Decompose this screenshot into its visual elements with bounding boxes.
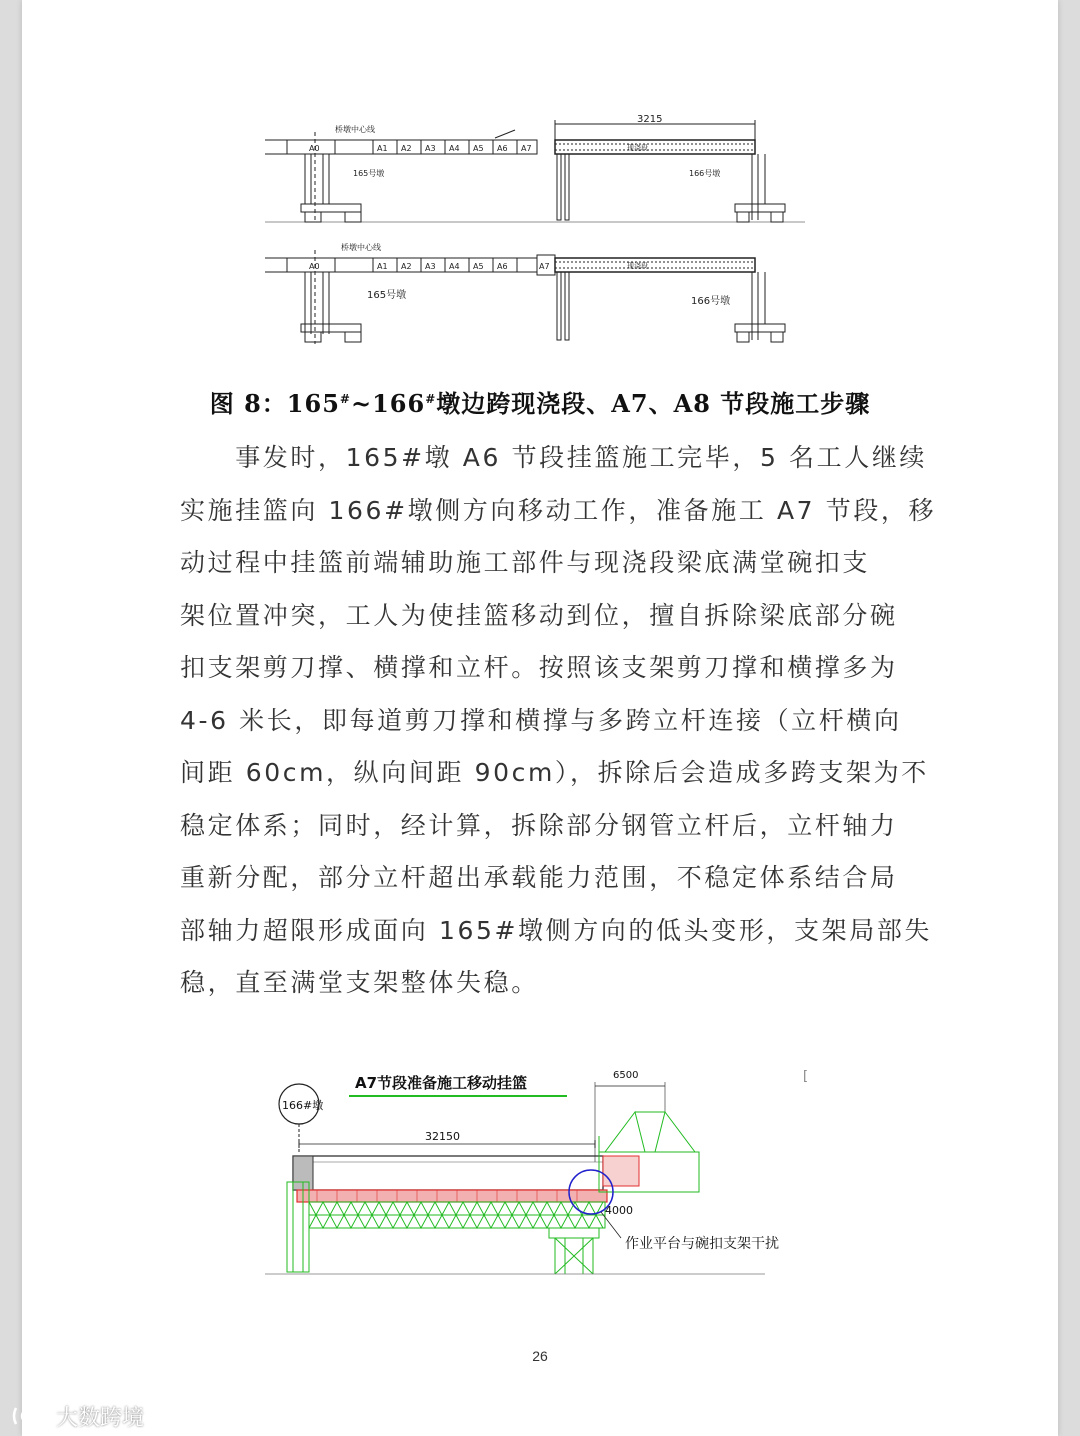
formwork-strip [297,1190,607,1202]
body-line: 动过程中挂篮前端辅助施工部件与现浇段梁底满堂碗扣支 [180,548,871,577]
caption-suffix: 墩边跨现浇段、A7、A8 节段施工步骤 [436,389,871,418]
body-line: 部轴力超限形成面向 165#墩侧方向的低头变形，支架局部失 [180,915,933,945]
dimension-32150: 32150 [425,1130,460,1143]
body-line: 实施挂篮向 166#墩侧方向移动工作，准备施工 A7 节段，移 [180,495,937,525]
interference-annotation: 作业平台与碗扣支架干扰 [625,1236,779,1252]
body-line: 稳定体系；同时，经计算，拆除部分钢管立杆后，立杆轴力 [180,810,898,840]
bottom-seg-a0: A0 [309,262,320,271]
bottom-pier-centerline-label: 桥墩中心线 [341,243,381,252]
figure-traveller-drawing [265,1052,825,1282]
body-line: 架位置冲突，工人为使挂篮移动到位，擅自拆除梁底部分碗 [180,600,898,630]
top-view [265,120,805,222]
caption-mid: ~166 [350,389,426,418]
top-seg-a1: A1 [377,144,388,153]
body-line: 4-6 米长，即每道剪刀撑和横撑与多跨立杆连接（立杆横向 [180,705,902,735]
bottom-seg-a1: A1 [377,262,388,271]
watermark-text: 大数跨境 [56,1405,145,1431]
bottom-pier-166-label: 166号墩 [691,296,731,307]
body-paragraph [180,432,937,1010]
figure-8-drawing [265,112,805,352]
caption-sup-2: # [425,392,437,406]
top-pier-165-label: 165号墩 [353,169,385,178]
top-pier-centerline-label: 桥墩中心线 [335,125,375,134]
body-line: 重新分配，部分立杆超出承载能力范围，不稳定体系结合局 [180,863,898,892]
bottom-cast-section-label: 现浇段 [627,262,648,270]
body-line: 扣支架剪刀撑、横撑和立杆。按照该支架剪刀撑和横撑多为 [180,653,898,682]
bottom-seg-a6: A6 [497,262,508,271]
dimension-6500: 6500 [613,1070,639,1081]
top-pier-166-label: 166号墩 [689,169,721,178]
caption-sup-1: # [339,392,351,406]
caption-prefix: 图 8：165 [209,389,340,418]
top-seg-a7: A7 [521,144,532,153]
page-number: 26 [532,1348,548,1364]
cast-section-box [555,140,755,154]
top-seg-a6: A6 [497,144,508,153]
top-seg-a2: A2 [401,144,412,153]
bottom-seg-a4: A4 [449,262,460,271]
top-seg-a3: A3 [425,144,436,153]
figure-8-caption [0,384,1080,419]
body-line: 稳，直至满堂支架整体失稳。 [180,968,539,997]
top-dimension-3215: 3215 [637,114,663,125]
box-girder [293,1156,603,1190]
watermark [10,1400,144,1432]
body-line: 事发时，165#墩 A6 节段挂篮施工完毕，5 名工人继续 [180,443,928,472]
top-cast-section-label: 现浇段 [627,144,648,152]
top-seg-a4: A4 [449,144,460,153]
bottom-pier-165-label: 165号墩 [367,290,407,301]
body-line: 间距 60cm，纵向间距 90cm），拆除后会造成多跨支架为不 [180,758,929,787]
bottom-seg-a3: A3 [425,262,436,271]
figure2-title: A7节段准备施工移动挂篮 [355,1074,528,1092]
pier-166-label: 166#墩 [282,1099,324,1112]
watermark-logo-icon [10,1404,50,1428]
dimension-4000: 4000 [605,1204,633,1217]
bottom-seg-a5: A5 [473,262,484,271]
bottom-seg-a7: A7 [539,262,550,271]
top-seg-a5: A5 [473,144,484,153]
side-bracket-mark: [ [803,1069,809,1084]
top-seg-a0: A0 [309,144,320,153]
bottom-seg-a2: A2 [401,262,412,271]
